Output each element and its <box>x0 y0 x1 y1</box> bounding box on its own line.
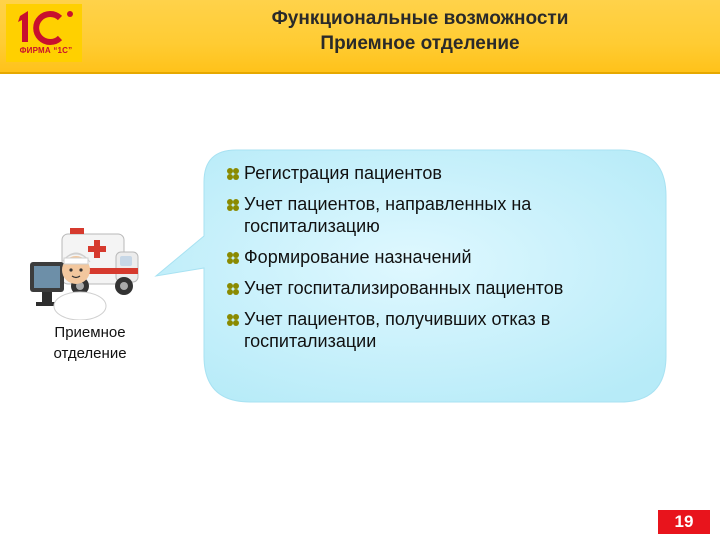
ambulance-doctor-icon <box>24 218 144 320</box>
diamond-bullet-icon <box>226 198 240 212</box>
feature-text: Учет госпитализированных пациентов <box>244 278 564 298</box>
feature-list <box>226 162 666 361</box>
list-item <box>226 193 666 237</box>
list-item <box>226 277 666 299</box>
diamond-bullet-icon <box>226 251 240 265</box>
page-number-badge: 19 <box>658 510 710 534</box>
diamond-bullet-icon <box>226 282 240 296</box>
feature-text: Учет пациентов, направленных на госпитализацию <box>244 194 532 236</box>
feature-text: Регистрация пациентов <box>244 163 442 183</box>
caption-line-1: Приемное <box>54 324 126 341</box>
title-line-1: Функциональные возможности <box>271 8 569 29</box>
department-caption <box>24 322 156 364</box>
logo-caption: ФИРМА “1С” <box>19 46 73 55</box>
list-item <box>226 308 666 352</box>
list-item <box>226 162 666 184</box>
diamond-bullet-icon <box>226 167 240 181</box>
feature-text: Учет пациентов, получивших отказ в госпитализации <box>244 309 551 351</box>
caption-line-2: отделение <box>53 345 127 362</box>
diamond-bullet-icon <box>226 313 240 327</box>
feature-text: Формирование назначений <box>244 247 472 267</box>
list-item <box>226 246 666 268</box>
title-line-2: Приемное отделение <box>320 33 520 54</box>
